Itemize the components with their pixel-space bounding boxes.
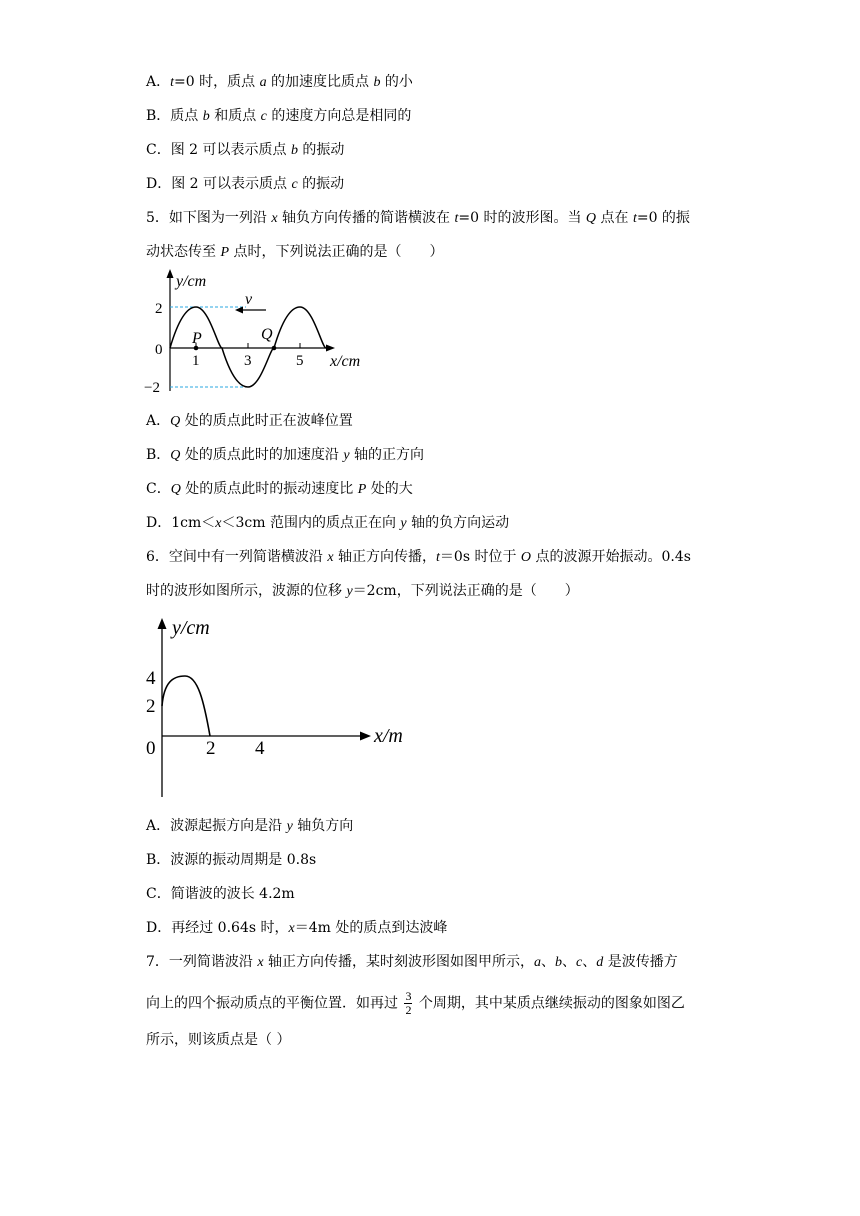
q6-stem-line1: 6．空间中有一列简谐横波沿 x 轴正方向传播，t＝0s 时位于 O 点的波源开始振动。0.4s <box>146 549 691 565</box>
q6-wave-curve <box>162 676 210 736</box>
q5-x-tick-3: 3 <box>244 353 252 369</box>
q6-y-tick-zero: 0 <box>146 738 156 759</box>
q6-ylabel: y/cm <box>172 617 210 639</box>
q5-stem-line1: 5．如下图为一列沿 x 轴负方向传播的简谐横波在 t=0 时的波形图。当 Q 点在 t=0 的振 <box>146 210 690 226</box>
q5-option-d: D．1cm＜x＜3cm 范围内的质点正在向 y 轴的负方向运动 <box>146 515 510 531</box>
q7-stem-line3: 所示，则该质点是（ ） <box>146 1032 291 1048</box>
q6-option-d: D．再经过 0.64s 时，x＝4m 处的质点到达波峰 <box>146 920 448 936</box>
q5-y-arrow <box>167 269 174 278</box>
q6-option-a: A．波源起振方向是沿 y 轴负方向 <box>146 818 354 834</box>
q5-option-b: B．Q 处的质点此时的加速度沿 y 轴的正方向 <box>146 447 424 463</box>
q5-x-tick-1: 1 <box>192 353 200 369</box>
q6-y-tick-2: 2 <box>146 696 156 717</box>
q5-label-P: P <box>192 330 202 347</box>
q6-x-tick-4: 4 <box>255 738 265 759</box>
q4-option-c: C．图 2 可以表示质点 b 的振动 <box>146 142 345 158</box>
q5-stem-line2: 动状态传至 P 点时，下列说法正确的是（ ） <box>146 244 444 260</box>
q5-xlabel: x/cm <box>330 353 361 370</box>
q5-x-arrow <box>326 345 335 352</box>
q5-label-v: v <box>245 291 253 308</box>
q5-label-Q: Q <box>261 326 273 343</box>
q6-stem-line2: 时的波形如图所示，波源的位移 y＝2cm，下列说法正确的是（ ） <box>146 583 579 599</box>
q6-option-b: B．波源的振动周期是 0.8s <box>146 852 317 868</box>
q4-option-b: B．质点 b 和质点 c 的速度方向总是相同的 <box>146 108 412 124</box>
q5-velocity-arrowhead <box>235 307 243 314</box>
q5-x-tick-5: 5 <box>296 353 304 369</box>
q7-stem-line2: 向上的四个振动质点的平衡位置．如再过 $\frac{3}{2}$ 个周期，其中某质点继续振动的图象如图乙 <box>146 989 685 1017</box>
q6-wave-graph <box>140 612 420 802</box>
q5-option-a: A．Q 处的质点此时正在波峰位置 <box>146 413 353 429</box>
q5-point-Q <box>272 346 277 351</box>
q6-x-arrow <box>360 732 371 741</box>
q5-y-tick-zero: 0 <box>155 342 163 358</box>
q5-wave-graph <box>140 266 380 396</box>
q6-y-tick-4: 4 <box>146 668 156 689</box>
q4-option-d: D．图 2 可以表示质点 c 的振动 <box>146 176 345 192</box>
q5-ylabel: y/cm <box>176 273 207 290</box>
q6-x-tick-2: 2 <box>206 738 216 759</box>
q6-option-c: C．简谐波的波长 4.2m <box>146 886 295 902</box>
q5-y-tick-top: 2 <box>155 301 163 317</box>
q6-y-arrow <box>158 618 167 629</box>
q5-option-c: C．Q 处的质点此时的振动速度比 P 处的大 <box>146 481 413 497</box>
q7-stem-line1: 7．一列简谐波沿 x 轴正方向传播，某时刻波形图如图甲所示，a、b、c、d 是波传播方 <box>146 954 678 970</box>
q7-fraction: $\frac{3}{2}$ <box>405 989 412 1017</box>
q5-y-tick-bottom: −2 <box>144 380 160 396</box>
q6-xlabel: x/m <box>374 725 403 747</box>
q4-option-a: A．t=0 时，质点 a 的加速度比质点 b 的小 <box>146 74 413 90</box>
